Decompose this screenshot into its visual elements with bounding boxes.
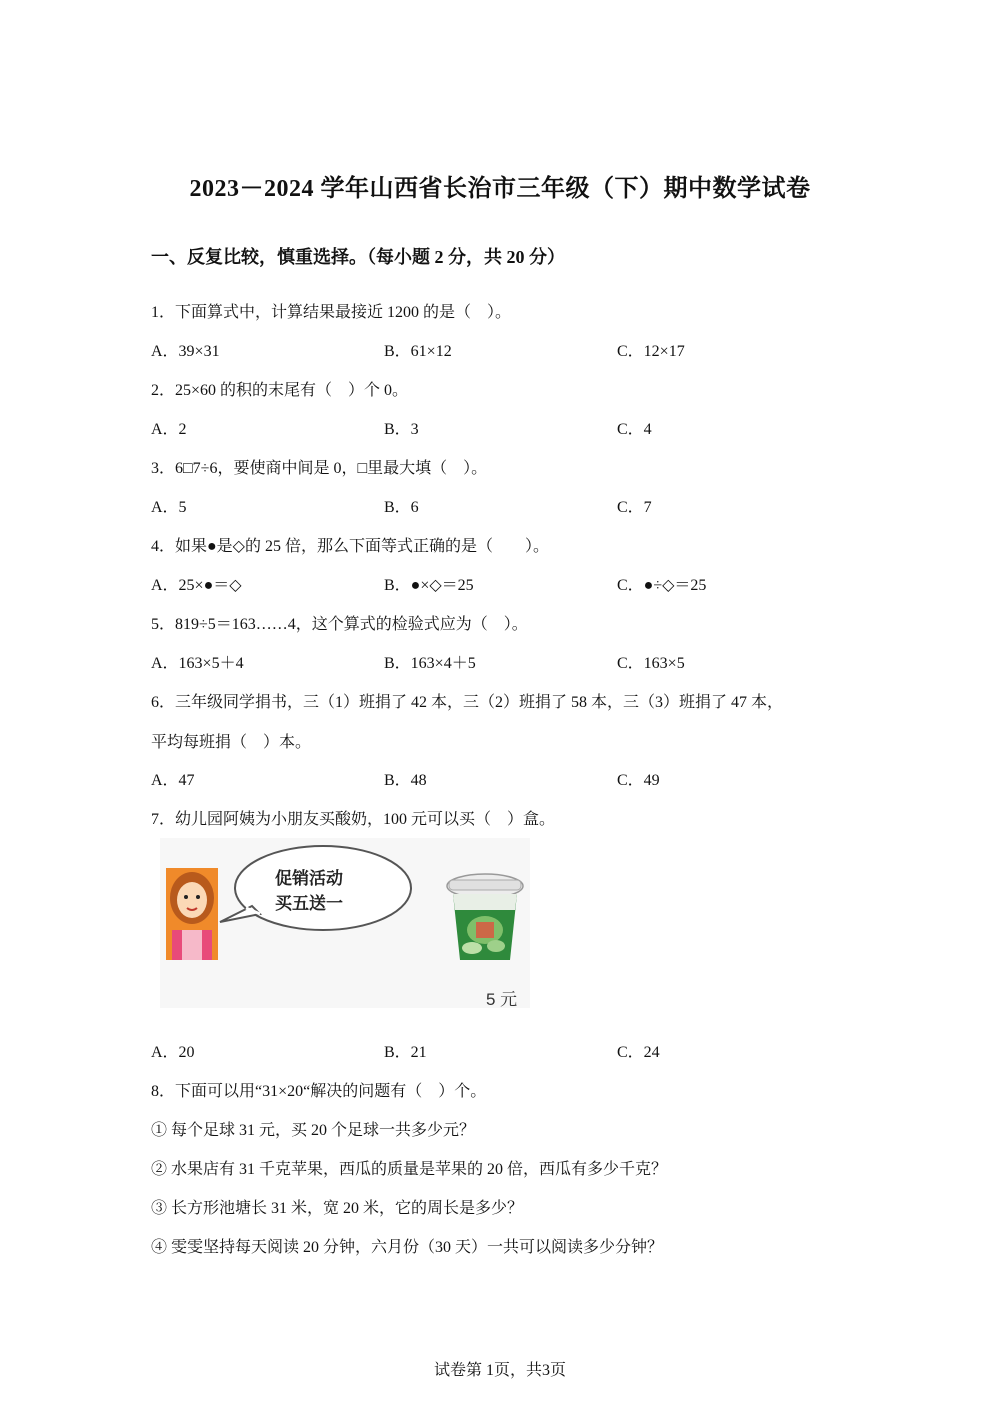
promotion-illustration-svg	[160, 838, 530, 1008]
question-3-option-c[interactable]: C．7	[617, 499, 652, 516]
question-7-option-b[interactable]: B．21	[384, 1044, 427, 1061]
question-6-option-a[interactable]: A．47	[151, 772, 195, 789]
question-2-option-b[interactable]: B．3	[384, 421, 419, 438]
question-6-option-b[interactable]: B．48	[384, 772, 427, 789]
question-3-option-a[interactable]: A．5	[151, 499, 187, 516]
section-heading: 一、反复比较，慎重选择。（每小题 2 分，共 20 分）	[151, 247, 565, 267]
price-label: 5 元	[486, 990, 518, 1009]
bubble-line-2: 买五送一	[275, 894, 343, 914]
question-5-option-a[interactable]: A．163×5＋4	[151, 655, 244, 672]
question-5-option-c[interactable]: C．163×5	[617, 655, 685, 672]
question-4-option-b[interactable]: B．●×◇＝25	[384, 577, 474, 594]
page-footer: 试卷第 1页，共3页	[433, 1362, 566, 1379]
question-3-option-b[interactable]: B．6	[384, 499, 419, 516]
question-1-option-b[interactable]: B．61×12	[384, 343, 452, 360]
question-8-item-1: ① 每个足球 31 元，买 20 个足球一共多少元？	[151, 1122, 476, 1139]
question-1-stem: 1．下面算式中，计算结果最接近 1200 的是（ ）。	[151, 304, 512, 321]
question-7-stem: 7．幼儿园阿姨为小朋友买酸奶，100 元可以买（ ）盒。	[151, 811, 556, 828]
question-6-stem: 6．三年级同学捐书，三（1）班捐了 42 本，三（2）班捐了 58 本，三（3）班捐了 47 本，	[151, 694, 784, 711]
question-8-item-4: ④ 雯雯坚持每天阅读 20 分钟，六月份（30 天）一共可以阅读多少分钟？	[151, 1239, 664, 1256]
question-8-item-3: ③ 长方形池塘长 31 米，宽 20 米，它的周长是多少？	[151, 1200, 524, 1217]
question-7-option-a[interactable]: A．20	[151, 1044, 195, 1061]
question-6-option-c[interactable]: C．49	[617, 772, 660, 789]
question-2-option-c[interactable]: C．4	[617, 421, 652, 438]
question-5-option-b[interactable]: B．163×4＋5	[384, 655, 476, 672]
teacher-figure	[166, 868, 218, 960]
bubble-line-1: 促销活动	[275, 869, 343, 889]
question-5-stem: 5．819÷5＝163……4，这个算式的检验式应为（ ）。	[151, 616, 528, 633]
question-4-option-c[interactable]: C．●÷◇＝25	[617, 577, 707, 594]
question-2-stem: 2．25×60 的积的末尾有（ ）个 0。	[151, 382, 409, 399]
question-8-stem: 8．下面可以用“31×20“解决的问题有（ ）个。	[151, 1083, 487, 1100]
question-4-option-a[interactable]: A．25×●＝◇	[151, 577, 242, 594]
question-7-option-c[interactable]: C．24	[617, 1044, 660, 1061]
question-1-option-c[interactable]: C．12×17	[617, 343, 685, 360]
question-3-stem: 3．6□7÷6，要使商中间是 0，□里最大填（ ）。	[151, 460, 488, 477]
question-6-stem-continued: 平均每班捐（ ）本。	[151, 734, 312, 751]
question-2-option-a[interactable]: A．2	[151, 421, 187, 438]
promotion-illustration	[160, 838, 530, 1008]
question-4-stem: 4．如果●是◇的 25 倍，那么下面等式正确的是（ ）。	[151, 538, 549, 555]
exam-title: 2023－2024 学年山西省长治市三年级（下）期中数学试卷	[189, 176, 811, 202]
question-1-option-a[interactable]: A．39×31	[151, 343, 220, 360]
question-8-item-2: ② 水果店有 31 千克苹果，西瓜的质量是苹果的 20 倍，西瓜有多少千克？	[151, 1161, 668, 1178]
